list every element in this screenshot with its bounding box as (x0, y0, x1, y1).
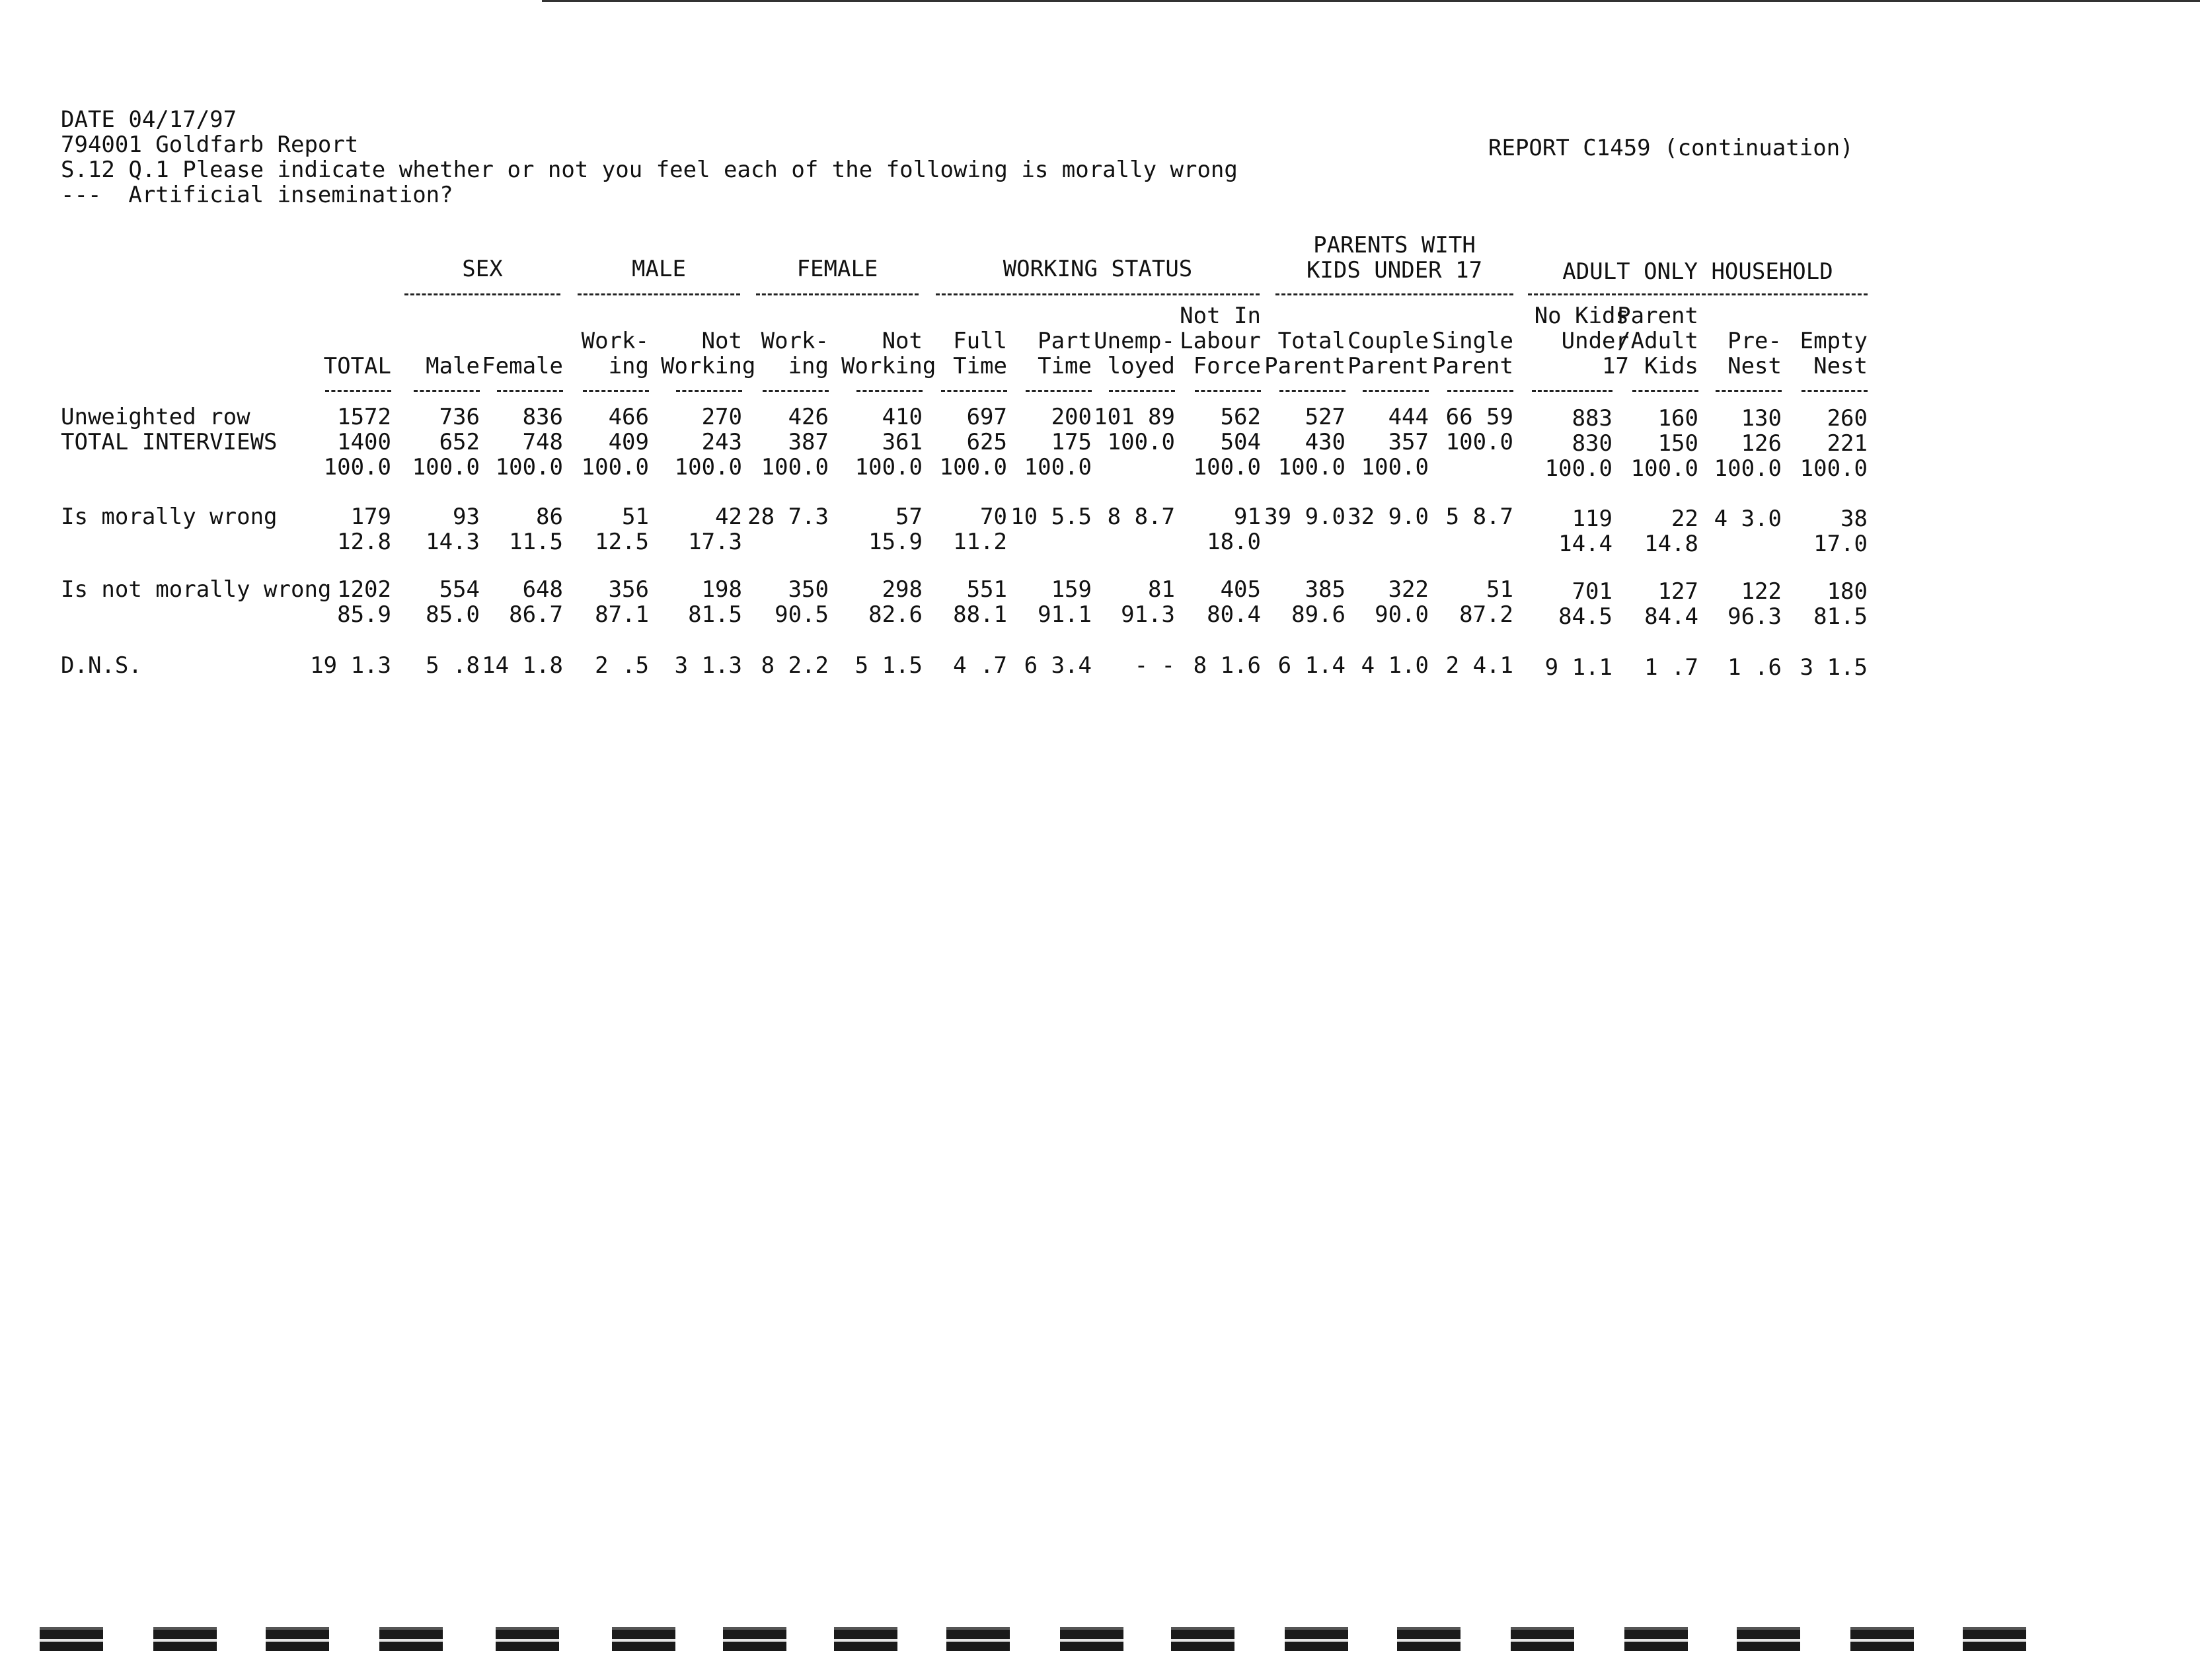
perforation-hole (1285, 1627, 1348, 1651)
table-cell: 2 .5 (595, 652, 649, 679)
col-underline (676, 390, 742, 392)
col-header-female: Female (482, 353, 563, 379)
table-cell: 697 625 100.0 (939, 404, 1007, 480)
col-underline (1802, 390, 1868, 392)
col-header-male: Male (426, 353, 480, 379)
perforation-hole (834, 1627, 897, 1651)
table-cell: 57 15.9 (868, 504, 923, 555)
col-header-full-time: Full Time (953, 328, 1007, 379)
group-underline (936, 293, 1260, 295)
table-cell: 180 81.5 (1813, 578, 1868, 630)
group-underline (1275, 293, 1513, 295)
col-header-parent-adult-kids: Parent /Adult Kids (1617, 303, 1698, 379)
table-cell: 51 87.2 (1459, 576, 1513, 628)
table-cell: 554 85.0 (426, 576, 480, 628)
table-cell: 426 387 100.0 (761, 404, 829, 480)
table-cell: 93 14.3 (426, 504, 480, 555)
table-cell: 38 17.0 (1813, 506, 1868, 557)
table-cell: 410 361 100.0 (854, 404, 923, 480)
group-underline (756, 293, 919, 295)
table-cell: 101 89 100.0 (1094, 404, 1175, 455)
perforation-hole (379, 1627, 443, 1651)
table-cell: 39 9.0 (1264, 504, 1346, 530)
report-name: 794001 Goldfarb Report (61, 132, 359, 158)
top-rule (542, 0, 2200, 2)
group-header-working-status: WORKING STATUS (1003, 256, 1193, 282)
col-header-male-working: Work- ing (581, 328, 649, 379)
col-header-unemployed: Unemp- loyed (1094, 328, 1175, 379)
table-cell: 562 504 100.0 (1193, 404, 1261, 480)
col-header-pre-nest: Pre- Nest (1727, 328, 1782, 379)
table-cell: 14 1.8 (482, 652, 563, 679)
table-cell: 1 .6 (1727, 654, 1782, 681)
table-cell: 836 748 100.0 (495, 404, 563, 480)
table-cell: 4 3.0 (1714, 506, 1782, 532)
table-cell: 3 1.5 (1800, 654, 1868, 681)
perforation-strip (40, 1627, 2154, 1654)
col-underline (1632, 390, 1698, 392)
table-cell: 200 175 100.0 (1024, 404, 1092, 480)
perforation-hole (1060, 1627, 1123, 1651)
table-cell: 28 7.3 (747, 504, 829, 530)
col-underline (941, 390, 1007, 392)
col-underline (1026, 390, 1092, 392)
table-cell: 5 1.5 (854, 652, 923, 679)
table-cell: 51 12.5 (595, 504, 649, 555)
table-cell: 322 90.0 (1375, 576, 1429, 628)
table-cell: 736 652 100.0 (412, 404, 480, 480)
col-header-male-not-working: Not Working (661, 328, 756, 379)
report-date: DATE 04/17/97 (61, 106, 237, 133)
table-cell: 6 3.4 (1024, 652, 1092, 679)
table-cell: 81 91.3 (1121, 576, 1175, 628)
perforation-hole (1397, 1627, 1460, 1651)
group-header-parents: PARENTS WITH KIDS UNDER 17 (1306, 232, 1483, 284)
perforation-hole (1624, 1627, 1688, 1651)
table-cell: 8 1.6 (1193, 652, 1261, 679)
col-underline (1363, 390, 1429, 392)
col-header-female-working: Work- ing (761, 328, 829, 379)
group-underline (1528, 293, 1868, 295)
col-header-part-time: Part Time (1038, 328, 1092, 379)
table-cell: 42 17.3 (688, 504, 742, 555)
table-cell: 70 11.2 (953, 504, 1007, 555)
table-cell: 350 90.5 (775, 576, 829, 628)
group-header-female: FEMALE (796, 256, 878, 282)
table-cell: 5 8.7 (1445, 504, 1513, 530)
perforation-hole (266, 1627, 329, 1651)
table-cell: 6 1.4 (1277, 652, 1346, 679)
table-cell: 91 18.0 (1207, 504, 1261, 555)
table-cell: 270 243 100.0 (674, 404, 742, 480)
col-header-empty-nest: Empty Nest (1800, 328, 1868, 379)
group-header-adult-only: ADULT ONLY HOUSEHOLD (1562, 258, 1833, 285)
table-cell: 179 12.8 (337, 504, 391, 555)
perforation-hole (1737, 1627, 1800, 1651)
table-cell: 1202 85.9 (337, 576, 391, 628)
row-label-not-morally-wrong: Is not morally wrong (61, 576, 332, 603)
table-cell: 119 14.4 (1558, 506, 1612, 557)
table-cell: 551 88.1 (953, 576, 1007, 628)
col-underline (1716, 390, 1782, 392)
table-cell: - - (1134, 652, 1175, 679)
table-cell: 127 84.4 (1644, 578, 1698, 630)
table-cell: 122 96.3 (1727, 578, 1782, 630)
table-cell: 1572 1400 100.0 (323, 404, 391, 480)
table-cell: 1 .7 (1644, 654, 1698, 681)
perforation-hole (612, 1627, 675, 1651)
question-text: S.12 Q.1 Please indicate whether or not you feel each of the following is morally wrong (61, 157, 1238, 183)
group-header-sex: SEX (462, 256, 503, 282)
col-header-no-kids-under-17: No Kids Under 17 (1534, 303, 1629, 379)
table-cell: 198 81.5 (688, 576, 742, 628)
col-underline (497, 390, 563, 392)
col-header-total: TOTAL (323, 353, 391, 379)
perforation-hole (496, 1627, 559, 1651)
table-cell: 130 126 100.0 (1714, 405, 1782, 482)
perforation-hole (1511, 1627, 1574, 1651)
col-underline (1109, 390, 1175, 392)
table-cell: 405 80.4 (1207, 576, 1261, 628)
perforation-hole (1850, 1627, 1914, 1651)
table-cell: 4 1.0 (1361, 652, 1429, 679)
table-cell: 22 14.8 (1644, 506, 1698, 557)
col-underline (325, 390, 391, 392)
col-underline (1532, 390, 1612, 392)
col-header-couple-parent: Couple Parent (1347, 328, 1429, 379)
perforation-hole (153, 1627, 217, 1651)
table-cell: 4 .7 (953, 652, 1007, 679)
col-underline (583, 390, 649, 392)
table-cell: 444 357 100.0 (1361, 404, 1429, 480)
table-cell: 3 1.3 (674, 652, 742, 679)
table-cell: 298 82.6 (868, 576, 923, 628)
table-cell: 8 2.2 (761, 652, 829, 679)
row-label-dns: D.N.S. (61, 652, 142, 679)
col-underline (763, 390, 829, 392)
subquestion-text: --- Artificial insemination? (61, 182, 453, 208)
group-header-male: MALE (632, 256, 686, 282)
col-header-total-parent: Total Parent (1264, 328, 1346, 379)
table-cell: 66 59 100.0 (1445, 404, 1513, 455)
table-cell: 10 5.5 (1010, 504, 1092, 530)
table-cell: 9 1.1 (1544, 654, 1612, 681)
table-cell: 466 409 100.0 (581, 404, 649, 480)
perforation-hole (946, 1627, 1010, 1651)
row-label-total-interviews: Unweighted row TOTAL INTERVIEWS (61, 404, 278, 455)
group-underline (578, 293, 740, 295)
table-cell: 160 150 100.0 (1630, 405, 1698, 482)
col-header-female-not-working: Not Working (841, 328, 936, 379)
perforation-hole (1963, 1627, 2026, 1651)
table-cell: 883 830 100.0 (1544, 405, 1612, 482)
report-id: REPORT C1459 (continuation) (1488, 135, 1854, 161)
col-underline (414, 390, 480, 392)
table-cell: 260 221 100.0 (1800, 405, 1868, 482)
table-cell: 385 89.6 (1291, 576, 1346, 628)
perforation-hole (723, 1627, 786, 1651)
table-cell: 356 87.1 (595, 576, 649, 628)
col-underline (856, 390, 923, 392)
col-header-not-in-labour-force: Not In Labour Force (1180, 303, 1261, 379)
perforation-hole (40, 1627, 103, 1651)
table-cell: 5 .8 (426, 652, 480, 679)
perforation-hole (1171, 1627, 1234, 1651)
table-cell: 527 430 100.0 (1277, 404, 1346, 480)
table-cell: 19 1.3 (310, 652, 391, 679)
col-header-single-parent: Single Parent (1432, 328, 1513, 379)
col-underline (1447, 390, 1513, 392)
table-cell: 32 9.0 (1347, 504, 1429, 530)
table-cell: 701 84.5 (1558, 578, 1612, 630)
table-cell: 8 8.7 (1107, 504, 1175, 530)
table-cell: 86 11.5 (509, 504, 563, 555)
table-cell: 2 4.1 (1445, 652, 1513, 679)
col-underline (1279, 390, 1346, 392)
group-underline (404, 293, 560, 295)
table-cell: 648 86.7 (509, 576, 563, 628)
col-underline (1195, 390, 1261, 392)
row-label-morally-wrong: Is morally wrong (61, 504, 278, 530)
table-cell: 159 91.1 (1038, 576, 1092, 628)
